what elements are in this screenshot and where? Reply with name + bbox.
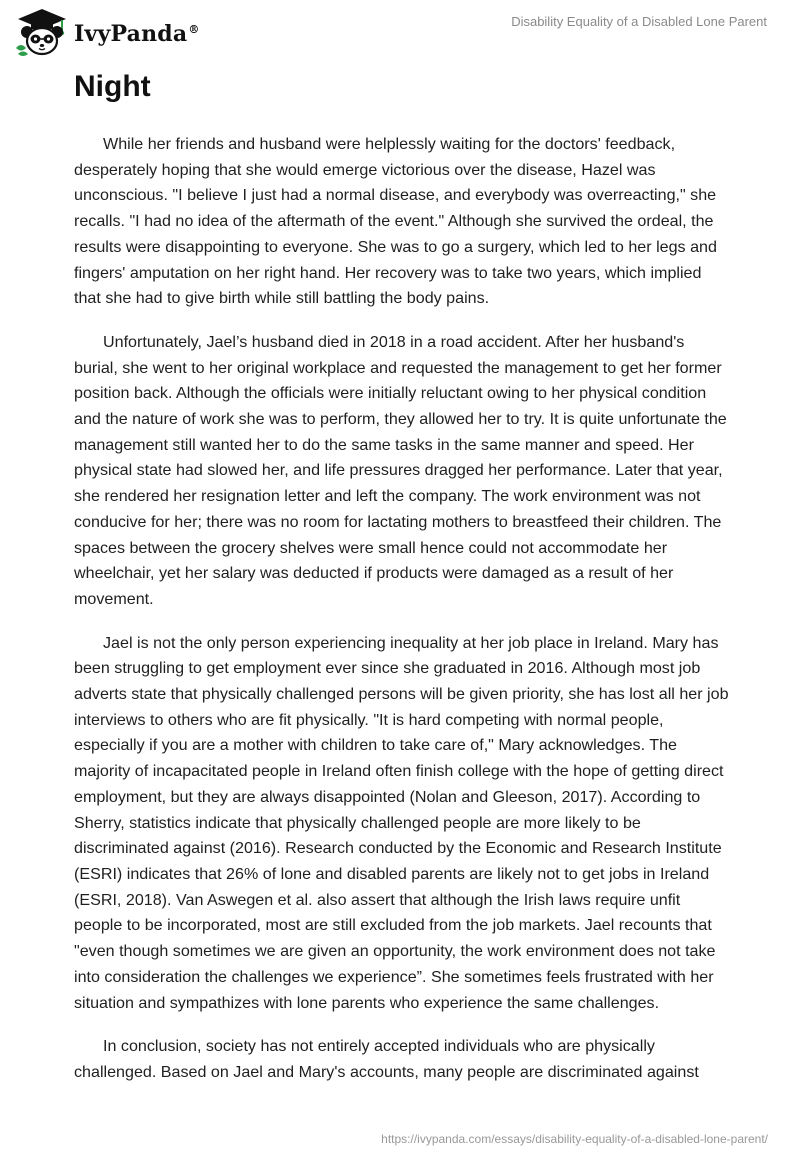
paragraph: While her friends and husband were helplessly waiting for the doctors' feedback, desperately hoping that she would emerge victorious over the disease, Hazel was unconscious. "I believe I just had a normal disease, and everybody was overreacting," she recalls. "I had no idea of the aftermath of the event." Although she survived the ordeal, the results were disappointing to everyone. She was to go a surgery, which led to her legs and fingers' amputation on her right hand. Her recovery was to take two years, which implied that she had to give birth while still battling the body pains. [74,135,717,308]
section-heading: Night [74,70,151,103]
essay-body [74,132,730,1104]
panda-graduate-icon [14,8,70,58]
brand-logo[interactable] [14,8,200,58]
document-title: Disability Equality of a Disabled Lone Parent [511,14,767,29]
paragraph: Unfortunately, Jael’s husband died in 2018 in a road accident. After her husband's burial, she went to her original workplace and requested the management to get her former position back. Although the officials were initially reluctant owing to her physical condition and the nature of work she was to perform, they allowed her to try. It is quite unfortunate the management still wanted her to do the same tasks in the same manner and speed. Her physical state had slowed her, and life pressures dragged her performance. Later that year, she rendered her resignation letter and left the company. The work environment was not conducive for her; there was no room for lactating mothers to breastfeed their children. The spaces between the grocery shelves were small hence could not accommodate her wheelchair, yet her salary was deducted if products were damaged as a result of her movement. [74,332,727,608]
page-header [0,0,800,62]
registered-mark: ® [188,22,200,36]
brand-name: IvyPanda® [74,21,200,47]
paragraph: Jael is not the only person experiencing inequality at her job place in Ireland. Mary has been struggling to get employment ever since she graduated in 2016. Although most job adverts state that physically challenged persons will be given priority, she has lost all her job interviews to others who are fit physically. "It is hard competing with normal people, especially if you are a mother with children to take care of," Mary acknowledges. The majority of incapacitated people in Ireland often finish college with the hope of getting direct employment, but they are always disappointed (Nolan and Gleeson, 2017). According to Sherry, statistics indicate that physically challenged people are more likely to be discriminated against (2016). Research conducted by the Economic and Research Institute (ESRI) indicates that 26% of lone and disabled parents are likely not to get jobs in Ireland (ESRI, 2018). Van Aswegen et al. also assert that although the Irish laws require unfit people to be incorporated, most are still excluded from the job markets. Jael recounts that "even though sometimes we are given an opportunity, the work environment does not take into consideration the challenges we experience”. She sometimes feels frustrated with her situation and sympathizes with lone parents who experience the same challenges. [74,633,729,1012]
source-url[interactable]: https://ivypanda.com/essays/disability-equality-of-a-disabled-lone-parent/ [381,1132,768,1146]
paragraph: In conclusion, society has not entirely accepted individuals who are physically challenged. Based on Jael and Mary's accounts, many people are discriminated against [74,1037,699,1081]
